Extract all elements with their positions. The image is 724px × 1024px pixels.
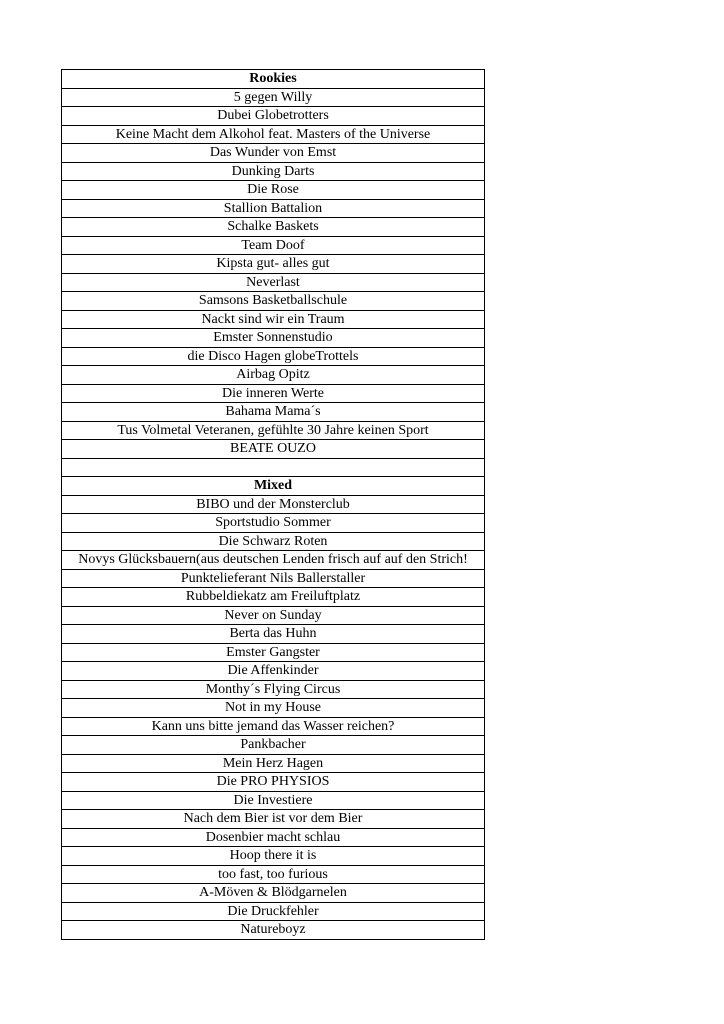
table-row xyxy=(62,310,485,329)
table-row xyxy=(62,791,485,810)
team-name-cell: too fast, too furious xyxy=(62,865,485,884)
section-title: Mixed xyxy=(62,477,485,496)
table-row xyxy=(62,865,485,884)
table-row xyxy=(62,736,485,755)
team-name-cell: Natureboyz xyxy=(62,921,485,940)
team-name-cell: Das Wunder von Emst xyxy=(62,144,485,163)
table-row xyxy=(62,643,485,662)
table-row xyxy=(62,847,485,866)
table-row xyxy=(62,292,485,311)
team-name-cell: Kann uns bitte jemand das Wasser reichen? xyxy=(62,717,485,736)
table-row xyxy=(62,754,485,773)
team-name-cell: Stallion Battalion xyxy=(62,199,485,218)
section-title: Rookies xyxy=(62,70,485,89)
team-name-cell: Die inneren Werte xyxy=(62,384,485,403)
team-name-cell: die Disco Hagen globeTrottels xyxy=(62,347,485,366)
team-name-cell: Hoop there it is xyxy=(62,847,485,866)
table-row xyxy=(62,107,485,126)
table-row xyxy=(62,699,485,718)
table-row xyxy=(62,218,485,237)
table-row xyxy=(62,162,485,181)
team-name-cell: Emster Gangster xyxy=(62,643,485,662)
team-name-cell: Nackt sind wir ein Traum xyxy=(62,310,485,329)
team-name-cell: Dubei Globetrotters xyxy=(62,107,485,126)
table-row xyxy=(62,347,485,366)
team-name-cell: Die Druckfehler xyxy=(62,902,485,921)
table-row xyxy=(62,921,485,940)
table-row xyxy=(62,199,485,218)
table-row xyxy=(62,273,485,292)
team-name-cell: Dunking Darts xyxy=(62,162,485,181)
team-name-cell: Bahama Mama´s xyxy=(62,403,485,422)
section-header-row xyxy=(62,477,485,496)
table-row xyxy=(62,902,485,921)
table-row xyxy=(62,514,485,533)
team-name-cell: Not in my House xyxy=(62,699,485,718)
team-name-cell: Nach dem Bier ist vor dem Bier xyxy=(62,810,485,829)
table-row xyxy=(62,366,485,385)
team-name-cell: Punktelieferant Nils Ballerstaller xyxy=(62,569,485,588)
team-name-cell: Die Affenkinder xyxy=(62,662,485,681)
spacer-row xyxy=(62,458,485,477)
team-name-cell: Dosenbier macht schlau xyxy=(62,828,485,847)
table-row xyxy=(62,144,485,163)
team-name-cell: A-Möven & Blödgarnelen xyxy=(62,884,485,903)
team-name-cell: 5 gegen Willy xyxy=(62,88,485,107)
table-row xyxy=(62,440,485,459)
table-row xyxy=(62,588,485,607)
team-name-cell: Pankbacher xyxy=(62,736,485,755)
team-name-cell: Airbag Opitz xyxy=(62,366,485,385)
table-row xyxy=(62,662,485,681)
table-row xyxy=(62,384,485,403)
team-name-cell: Die Rose xyxy=(62,181,485,200)
table-row xyxy=(62,680,485,699)
table-row xyxy=(62,625,485,644)
team-name-cell: Emster Sonnenstudio xyxy=(62,329,485,348)
table-row xyxy=(62,255,485,274)
team-name-cell: Novys Glücksbauern(aus deutschen Lenden frisch auf auf den Strich! xyxy=(62,551,485,570)
team-name-cell: Berta das Huhn xyxy=(62,625,485,644)
team-name-cell: Rubbeldiekatz am Freiluftplatz xyxy=(62,588,485,607)
table-row xyxy=(62,569,485,588)
table-row xyxy=(62,828,485,847)
table-row xyxy=(62,236,485,255)
team-name-cell: Die Schwarz Roten xyxy=(62,532,485,551)
table-row xyxy=(62,495,485,514)
table-row xyxy=(62,329,485,348)
table-row xyxy=(62,810,485,829)
team-name-cell: Mein Herz Hagen xyxy=(62,754,485,773)
table-row xyxy=(62,773,485,792)
table-row xyxy=(62,884,485,903)
team-name-cell: Neverlast xyxy=(62,273,485,292)
table-row xyxy=(62,181,485,200)
team-name-cell: Schalke Baskets xyxy=(62,218,485,237)
table-row xyxy=(62,125,485,144)
table-row xyxy=(62,532,485,551)
team-table-body xyxy=(62,70,485,940)
team-name-cell: Tus Volmetal Veteranen, gefühlte 30 Jahre keinen Sport xyxy=(62,421,485,440)
table-row xyxy=(62,551,485,570)
section-header-row xyxy=(62,70,485,89)
team-name-cell: Keine Macht dem Alkohol feat. Masters of the Universe xyxy=(62,125,485,144)
team-table xyxy=(61,69,485,940)
table-row xyxy=(62,717,485,736)
table-row xyxy=(62,403,485,422)
spacer-cell xyxy=(62,458,485,477)
team-name-cell: Sportstudio Sommer xyxy=(62,514,485,533)
team-name-cell: Die PRO PHYSIOS xyxy=(62,773,485,792)
team-name-cell: Die Investiere xyxy=(62,791,485,810)
team-name-cell: BIBO und der Monsterclub xyxy=(62,495,485,514)
table-row xyxy=(62,88,485,107)
team-name-cell: BEATE OUZO xyxy=(62,440,485,459)
team-name-cell: Kipsta gut- alles gut xyxy=(62,255,485,274)
table-row xyxy=(62,421,485,440)
team-name-cell: Samsons Basketballschule xyxy=(62,292,485,311)
team-name-cell: Never on Sunday xyxy=(62,606,485,625)
team-name-cell: Team Doof xyxy=(62,236,485,255)
table-row xyxy=(62,606,485,625)
team-name-cell: Monthy´s Flying Circus xyxy=(62,680,485,699)
